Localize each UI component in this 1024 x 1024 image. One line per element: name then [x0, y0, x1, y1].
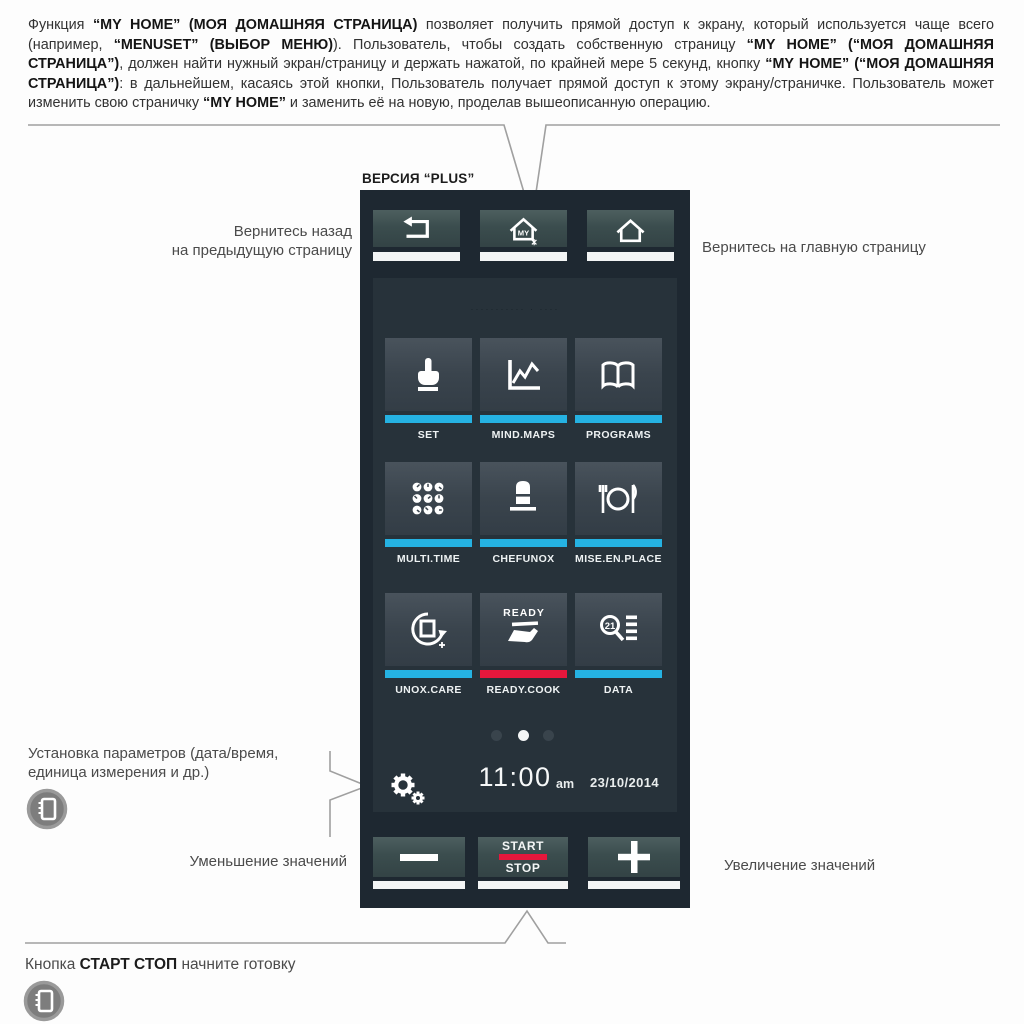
- tile-set-face: [385, 338, 472, 411]
- start-stop-button[interactable]: [478, 837, 568, 877]
- clock-meridiem: am: [556, 777, 575, 791]
- tile-mind-maps-label: MIND.MAPS: [491, 429, 556, 441]
- minus-icon: [400, 854, 438, 861]
- tile-mise-en-place-face: [575, 462, 662, 535]
- home-button[interactable]: [587, 210, 674, 247]
- startstop-callout-line: [25, 911, 566, 943]
- tile-mise-en-place[interactable]: [575, 462, 662, 567]
- open-book-icon: [594, 351, 642, 399]
- booklet-circle-ring: [26, 983, 63, 1020]
- tile-programs-bar: [575, 415, 662, 423]
- clock-date: 23/10/2014: [590, 775, 660, 790]
- annotation-settings-line2: единица измерения и др.): [28, 764, 210, 781]
- startstop-caption: Кнопка СТАРТ СТОП начните готовку: [25, 956, 296, 973]
- annotation-decrease: Уменьшение значений: [189, 853, 347, 870]
- plus-icon: [616, 839, 652, 875]
- clock-time: 11:00: [478, 762, 552, 792]
- tile-set-bar: [385, 415, 472, 423]
- annotation-back-line2: на предыдущую страницу: [171, 242, 352, 259]
- gears-icon[interactable]: [384, 766, 428, 810]
- tile-multi-time-label: MULTI.TIME: [396, 553, 461, 565]
- tile-chefunox-label: CHEFUNOX: [492, 553, 555, 565]
- plate-cutlery-icon: [594, 475, 642, 523]
- tile-multi-time-bar: [385, 539, 472, 547]
- pagination-dot[interactable]: [543, 730, 554, 741]
- my-home-icon: [505, 211, 542, 246]
- annotation-settings-line1: Установка параметров (дата/время,: [28, 745, 279, 762]
- my-home-badge: MY: [517, 228, 530, 238]
- booklet-circle-ring: [29, 791, 66, 828]
- tile-unox-care[interactable]: [385, 593, 472, 698]
- tile-ready-cook[interactable]: [480, 593, 567, 698]
- tile-set[interactable]: [385, 338, 472, 443]
- tile-mise-en-place-bar: [575, 539, 662, 547]
- tile-chefunox-face: [480, 462, 567, 535]
- tile-ready-cook-face: [480, 593, 567, 666]
- back-button-underline: [373, 252, 460, 261]
- pagination-dot[interactable]: [491, 730, 502, 741]
- tile-mind-maps-face: [480, 338, 567, 411]
- my-home-button[interactable]: [480, 210, 567, 247]
- tile-mind-maps[interactable]: [480, 338, 567, 443]
- tile-multi-time-face: [385, 462, 472, 535]
- decrease-button[interactable]: [373, 837, 465, 877]
- pagination-dot-active[interactable]: [518, 730, 529, 741]
- my-home-button-underline: [480, 252, 567, 261]
- ready-hand-icon: [499, 603, 547, 655]
- annotation-home: Вернитесь на главную страницу: [702, 239, 926, 256]
- tile-programs-face: [575, 338, 662, 411]
- start-stop-button-underline: [478, 881, 568, 889]
- annotation-back-line1: Вернитесь назад: [233, 223, 352, 240]
- increase-button-underline: [588, 881, 680, 889]
- tile-data[interactable]: [575, 593, 662, 698]
- annotation-increase: Увеличение значений: [724, 857, 876, 874]
- search-list-icon: [594, 606, 642, 654]
- search-list-icon-text: 21: [604, 621, 616, 632]
- stop-label: STOP: [505, 861, 541, 875]
- tile-programs-label: PROGRAMS: [585, 429, 652, 441]
- rotate-square-icon: [404, 606, 452, 654]
- line-chart-icon: [499, 351, 547, 399]
- back-arrow-icon: [398, 212, 435, 245]
- home-icon: [612, 212, 649, 245]
- booklet-circle-icon: [26, 788, 68, 830]
- tile-mise-en-place-label: MISE.EN.PLACE: [575, 553, 662, 565]
- ghost-text: ··········· · ····: [470, 304, 560, 314]
- tile-multi-time[interactable]: [385, 462, 472, 567]
- chef-hat-icon: [499, 475, 547, 523]
- tile-mind-maps-bar: [480, 415, 567, 423]
- tile-ready-cook-label: READY.COOK: [486, 684, 561, 696]
- start-label: START: [501, 839, 545, 853]
- tile-data-label: DATA: [603, 684, 634, 696]
- tile-programs[interactable]: [575, 338, 662, 443]
- clock-grid-icon: [404, 475, 452, 523]
- home-button-underline: [587, 252, 674, 261]
- tile-data-face: [575, 593, 662, 666]
- version-label: ВЕРСИЯ “PLUS”: [362, 171, 475, 186]
- my-home-star: [532, 239, 537, 245]
- increase-button[interactable]: [588, 837, 680, 877]
- ready-hand-icon-text: READY: [503, 607, 545, 619]
- oven-touchscreen-panel: [360, 190, 690, 908]
- decrease-button-underline: [373, 881, 465, 889]
- annotation-back: [100, 222, 352, 260]
- start-stop-red-bar: [499, 854, 547, 861]
- tile-data-bar: [575, 670, 662, 678]
- hand-press-icon: [404, 351, 452, 399]
- tile-chefunox[interactable]: [480, 462, 567, 567]
- tile-unox-care-label: UNOX.CARE: [395, 684, 462, 696]
- tile-unox-care-bar: [385, 670, 472, 678]
- tile-chefunox-bar: [480, 539, 567, 547]
- tile-unox-care-face: [385, 593, 472, 666]
- back-button[interactable]: [373, 210, 460, 247]
- annotation-settings: [28, 744, 338, 782]
- intro-paragraph: Функция “MY HOME” (МОЯ ДОМАШНЯЯ СТРАНИЦА) позволяет получить прямой доступ к экрану, который используется чаще всего (например, “MENUSET” (ВЫБОР МЕНЮ)). Пользователь, чтобы создать собственную страницу “MY HOME” (“МОЯ ДОМАШНЯЯ СТРАНИЦА”), должен найти нужный экран/страницу и держать нажатой, по крайней мере 5 секунд, кнопку “MY HOME” (“МОЯ ДОМАШНЯЯ СТРАНИЦА”): в дальнейшем, касаясь этой кнопки, Пользователь получает прямой доступ к этому экрану/страничке. Пользователь может изменить свою страничку “MY HOME” и заменить её на новую, проделав вышеописанную операцию.: [28, 17, 994, 112]
- tile-ready-cook-bar: [480, 670, 567, 678]
- tile-set-label: SET: [417, 429, 440, 441]
- booklet-circle-icon: [23, 980, 65, 1022]
